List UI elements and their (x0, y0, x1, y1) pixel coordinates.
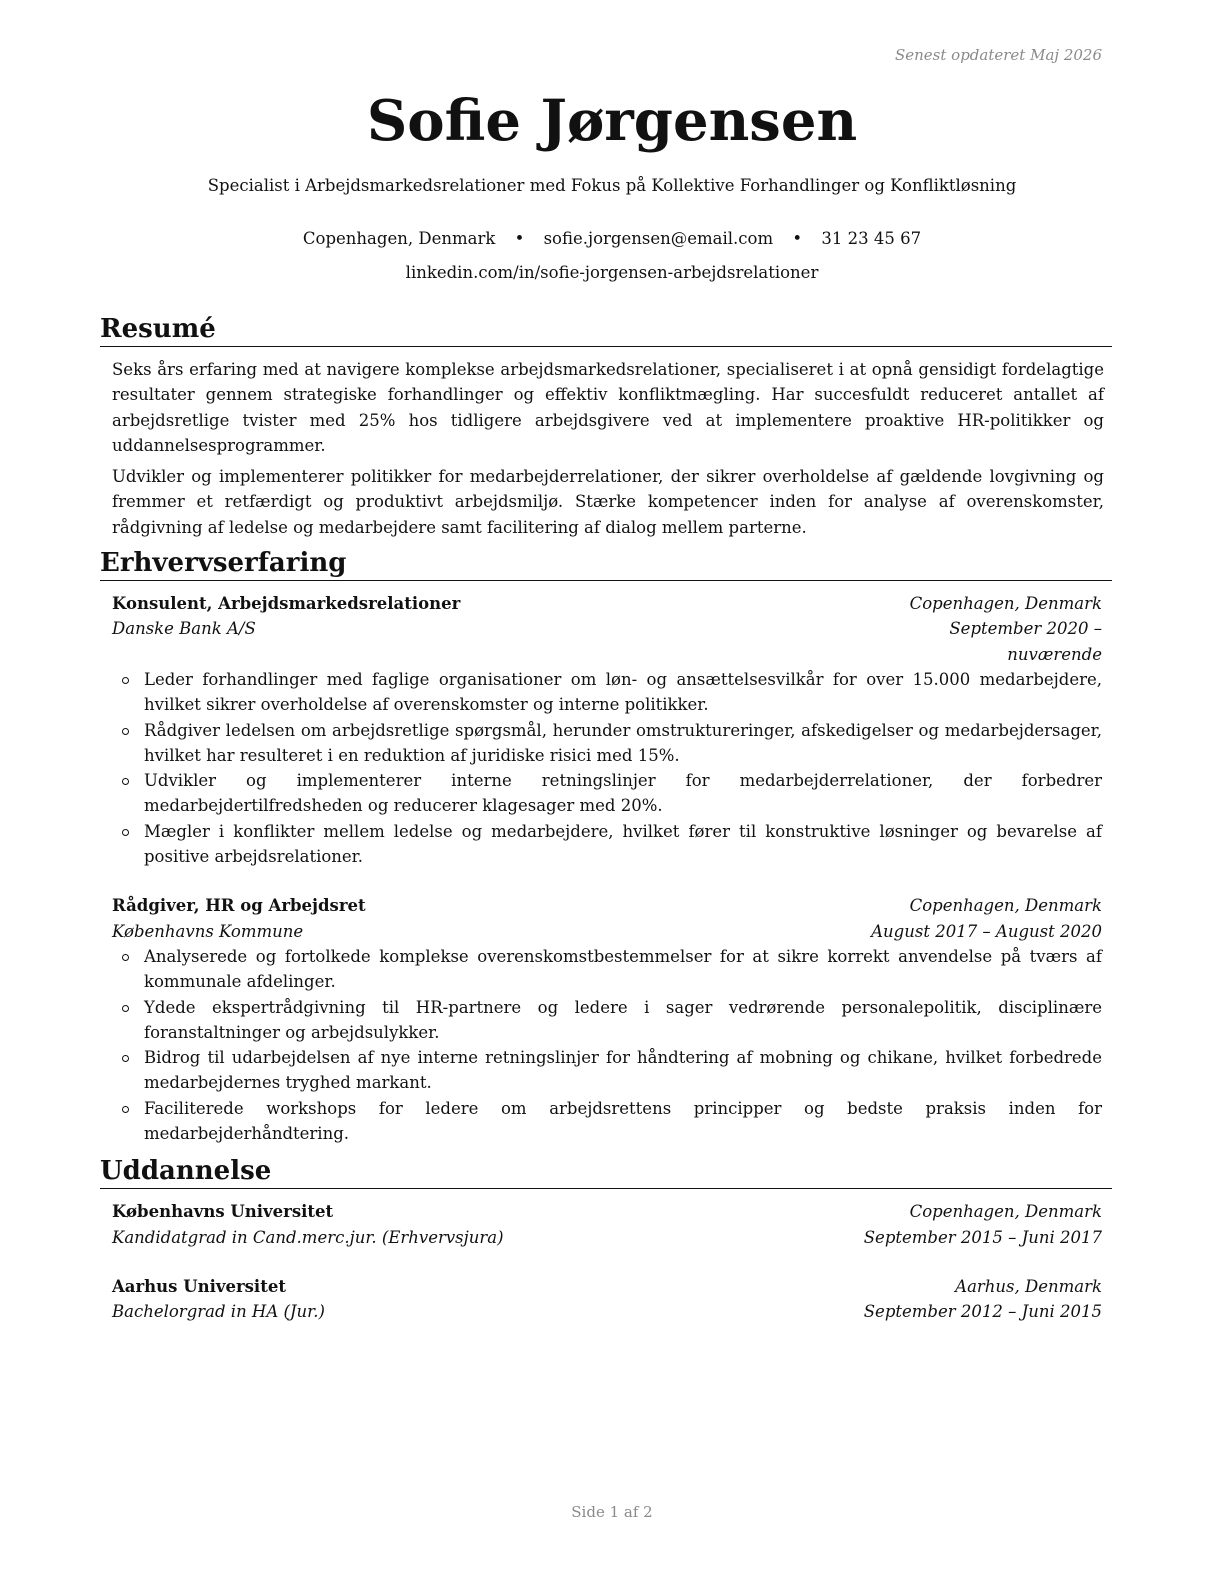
job-bullet: Udvikler og implementerer interne retningslinjer for medarbejderrelationer, der forbedrer medarbejdertilfredsheden og reducerer klagesager med 20%. (144, 768, 1102, 819)
job-location: Copenhagen, Denmark (909, 594, 1102, 614)
job-entry (112, 591, 1102, 869)
job-dates: September 2020 – nuværende (949, 619, 1102, 664)
bullet-separator-icon: • (514, 229, 525, 248)
summary-paragraph: Seks års erfaring med at navigere komplekse arbejdsmarkedsrelationer, specialiseret i at opnå gensidigt fordelagtige resultater gennem strategiske forhandlinger og effektiv konfliktmægling. Har succesfuldt reduceret antallet af arbejdsretlige tvister med 25% hos tidligere arbejdsgivere ved at implementere proaktive HR-politikker og uddannelsesprogrammer. (112, 360, 1104, 455)
last-updated-note: Senest opdateret Maj 2026 (894, 46, 1102, 64)
summary-section (100, 312, 1112, 540)
linkedin-link[interactable]: linkedin.com/in/sofie-jorgensen-arbejdsrelationer (405, 263, 819, 282)
job-bullet: Bidrog til udarbejdelsen af nye interne retningslinjer for håndtering af mobning og chikane, hvilket forbedrede medarbejdernes tryghed markant. (144, 1045, 1102, 1096)
headline-tagline: Specialist i Arbejdsmarkedsrelationer med Fokus på Kollektive Forhandlinger og Konfliktløsning (207, 176, 1017, 195)
job-bullet: Leder forhandlinger med faglige organisationer om løn- og ansættelsesvilkår for over 15.000 medarbejdere, hvilket sikrer overholdelse af overenskomster og interne politikker. (144, 667, 1102, 718)
job-entry (112, 893, 1102, 1146)
contact-phone: 31 23 45 67 (821, 229, 922, 248)
job-bullet-list (112, 944, 1102, 1146)
job-location: Copenhagen, Denmark (909, 896, 1102, 916)
section-title-education: Uddannelse (100, 1154, 1112, 1189)
page-number: Side 1 af 2 (571, 1503, 653, 1521)
contact-location: Copenhagen, Denmark (302, 229, 496, 248)
section-title-experience: Erhvervserfaring (100, 546, 1112, 581)
school-location: Copenhagen, Denmark (909, 1202, 1102, 1222)
candidate-name: Sofie Jørgensen (366, 88, 858, 154)
experience-section (100, 546, 1112, 1146)
resume-body (100, 312, 1112, 1349)
degree-name: Bachelorgrad in HA (Jur.) (112, 1302, 325, 1322)
section-title-summary: Resumé (100, 312, 1112, 347)
job-role: Rådgiver, HR og Arbejdsret (112, 896, 366, 916)
job-bullet: Analyserede og fortolkede komplekse overenskomstbestemmelser for at sikre korrekt anvendelse på tværs af kommunale afdelinger. (144, 944, 1102, 995)
job-bullet: Faciliterede workshops for ledere om arbejdsrettens principper og bedste praksis inden for medarbejderhåndtering. (144, 1096, 1102, 1147)
education-dates: September 2015 – Juni 2017 (863, 1227, 1102, 1247)
education-dates: September 2012 – Juni 2015 (863, 1302, 1102, 1322)
contact-line (0, 229, 1224, 248)
contact-email-link[interactable]: sofie.jorgensen@email.com (543, 229, 774, 248)
school-name: Københavns Universitet (112, 1202, 334, 1222)
summary-paragraph: Udvikler og implementerer politikker for medarbejderrelationer, der sikrer overholdelse af gældende lovgivning og fremmer et retfærdigt og produktivt arbejdsmiljø. Stærke kompetencer inden for analyse af overenskomster, rådgivning af ledelse og medarbejdere samt facilitering af dialog mellem parterne. (112, 467, 1104, 537)
job-bullet: Mægler i konflikter mellem ledelse og medarbejdere, hvilket fører til konstruktive løsninger og bevarelse af positive arbejdsrelationer. (144, 819, 1102, 870)
job-role: Konsulent, Arbejdsmarkedsrelationer (112, 594, 461, 614)
school-name: Aarhus Universitet (112, 1276, 286, 1296)
bullet-separator-icon: • (792, 229, 803, 248)
education-entry (112, 1199, 1102, 1250)
job-bullet: Rådgiver ledelsen om arbejdsretlige spørgsmål, herunder omstruktureringer, afskedigelser og medarbejdersager, hvilket har resulteret i en reduktion af juridiske risici med 15%. (144, 718, 1102, 769)
job-bullet: Ydede ekspertrådgivning til HR-partnere og ledere i sager vedrørende personalepolitik, disciplinære foranstaltninger og arbejdsulykker. (144, 995, 1102, 1046)
degree-name: Kandidatgrad in Cand.merc.jur. (Erhvervsjura) (112, 1227, 504, 1247)
job-bullet-list (112, 667, 1102, 869)
education-section (100, 1154, 1112, 1324)
job-company: Københavns Kommune (112, 921, 304, 941)
education-entry (112, 1274, 1102, 1325)
school-location: Aarhus, Denmark (955, 1276, 1102, 1296)
job-dates: August 2017 – August 2020 (871, 921, 1102, 941)
job-company: Danske Bank A/S (112, 619, 256, 639)
